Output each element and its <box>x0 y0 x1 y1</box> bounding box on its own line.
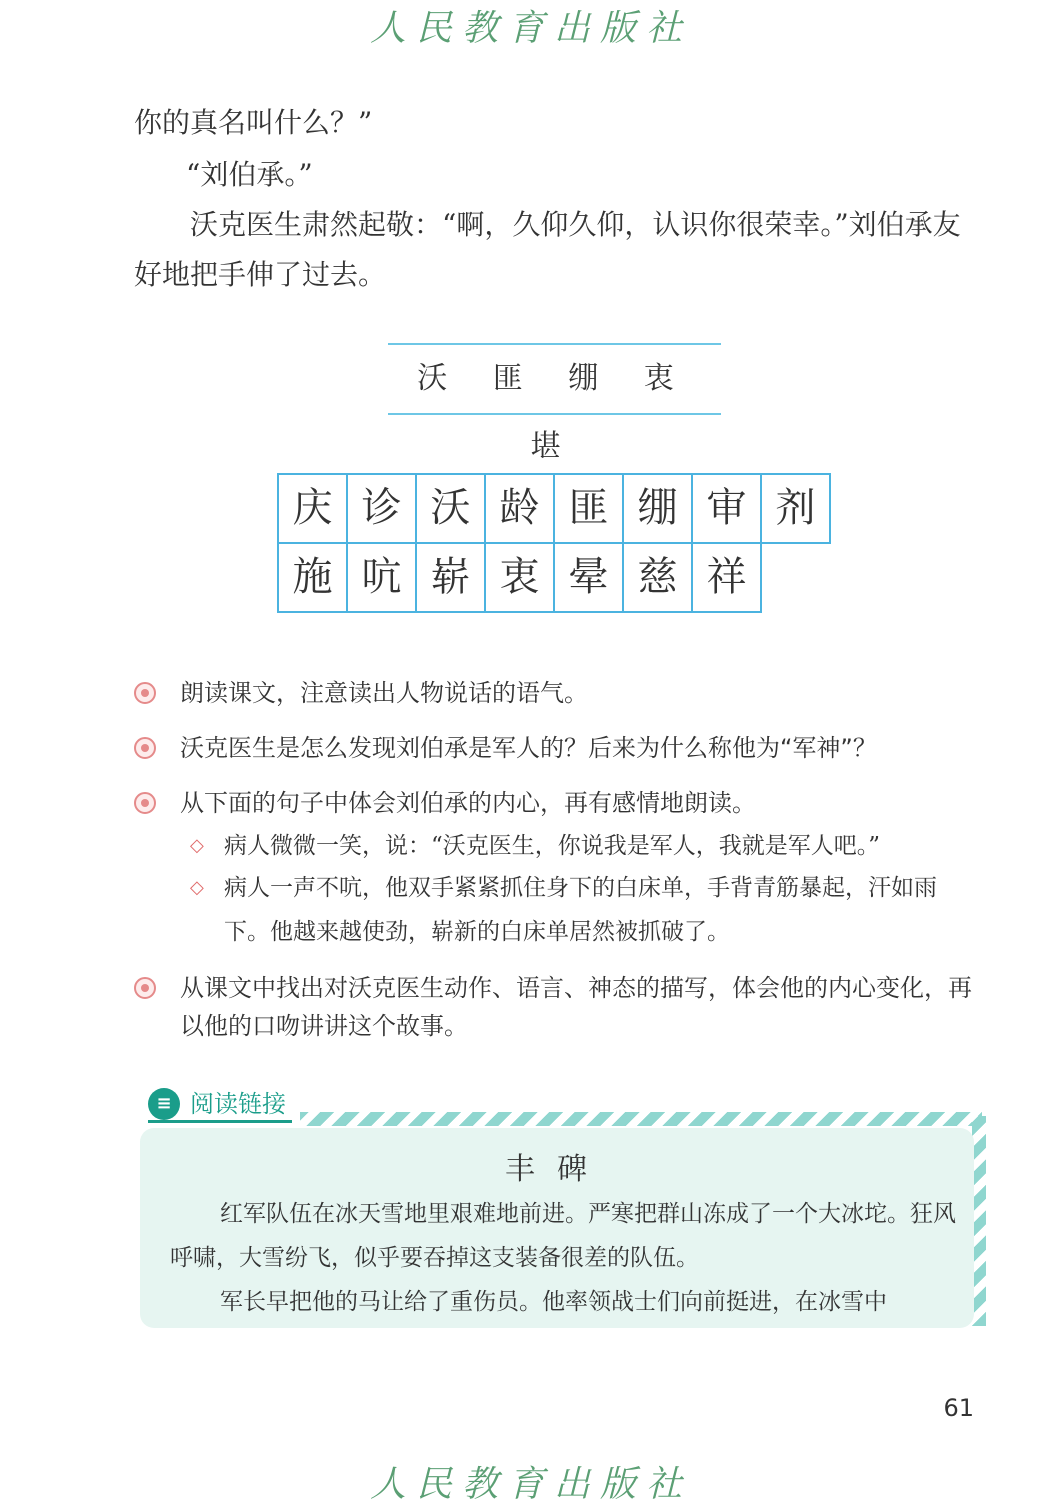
sub-item <box>190 824 980 868</box>
exercise-text: 从课文中找出对沃克医生动作、语言、神态的描写，体会他的内心变化，再以他的口吻讲讲这个故事。 <box>180 974 972 1040</box>
exercise-bullet-icon <box>134 977 156 999</box>
sub-item-text: 病人一声不吭，他双手紧紧抓住身下的白床单，手背青筋暴起，汗如雨下。他越来越使劲，崭新的白床单居然被抓破了。 <box>224 875 937 945</box>
character-cell: 祥 <box>691 542 762 613</box>
reading-paragraph: 红军队伍在冰天雪地里艰难地前进。严寒把群山冻成了一个大冰坨。狂风呼啸，大雪纷飞，似乎要吞掉这支装备很差的队伍。 <box>170 1201 956 1271</box>
character-cell: 庆 <box>277 473 348 544</box>
exercise-text: 沃克医生是怎么发现刘伯承是军人的？后来为什么称他为“军神”？ <box>180 734 877 762</box>
reading-box-stripe-top <box>300 1112 982 1126</box>
page-number: 61 <box>943 1394 974 1422</box>
character-row-2 <box>277 542 829 611</box>
character-cell: 诊 <box>346 473 417 544</box>
character-cell: 崭 <box>415 542 486 613</box>
exercise-item <box>134 674 994 712</box>
exercise-text: 朗读课文，注意读出人物说话的语气。 <box>180 679 588 707</box>
character-cell: 匪 <box>553 473 624 544</box>
exercise-text: 从下面的句子中体会刘伯承的内心，再有感情地朗读。 <box>180 789 756 817</box>
character-cell: 衷 <box>484 542 555 613</box>
book-icon: ≡ <box>148 1088 180 1120</box>
exercise-bullet-icon <box>134 792 156 814</box>
diamond-bullet-icon: ◇ <box>190 835 204 856</box>
exercise-item <box>134 969 994 1045</box>
reading-paragraph: 军长早把他的马让给了重伤员。他率领战士们向前挺进，在冰雪中 <box>220 1289 887 1315</box>
exercise-bullet-icon <box>134 737 156 759</box>
character-cell: 绷 <box>622 473 693 544</box>
story-line-2: “刘伯承。” <box>186 158 313 191</box>
reading-text <box>170 1192 960 1324</box>
exercise-item <box>134 729 994 767</box>
character-cell: 剂 <box>760 473 831 544</box>
story-line-3: 沃克医生肃然起敬：“啊，久仰久仰，认识你很荣幸。”刘伯承友好地把手伸了过去。 <box>134 208 961 291</box>
character-row-1 <box>277 473 829 542</box>
exercise-item <box>134 784 994 822</box>
character-cell: 龄 <box>484 473 555 544</box>
exercise-bullet-icon <box>134 682 156 704</box>
reading-title: 丰碑 <box>505 1152 609 1187</box>
reading-link-underline <box>148 1120 292 1123</box>
sub-item-text: 病人微微一笑，说：“沃克医生，你说我是军人，我就是军人吧。” <box>224 833 881 859</box>
sub-item <box>190 866 980 954</box>
character-cell: 审 <box>691 473 762 544</box>
character-cell: 沃 <box>415 473 486 544</box>
vocabulary-box: 沃 匪 绷 衷 堪 <box>388 343 721 415</box>
diamond-bullet-icon: ◇ <box>190 877 204 898</box>
character-cell: 慈 <box>622 542 693 613</box>
character-cell: 施 <box>277 542 348 613</box>
publisher-watermark-top: 人民教育出版社 <box>369 8 692 49</box>
character-cell: 吭 <box>346 542 417 613</box>
character-cell: 晕 <box>553 542 624 613</box>
reading-link-label: 阅读链接 <box>190 1090 286 1118</box>
publisher-watermark-bottom: 人民教育出版社 <box>369 1464 692 1505</box>
story-line-1: 你的真名叫什么？” <box>134 106 373 139</box>
character-grid <box>277 473 829 611</box>
